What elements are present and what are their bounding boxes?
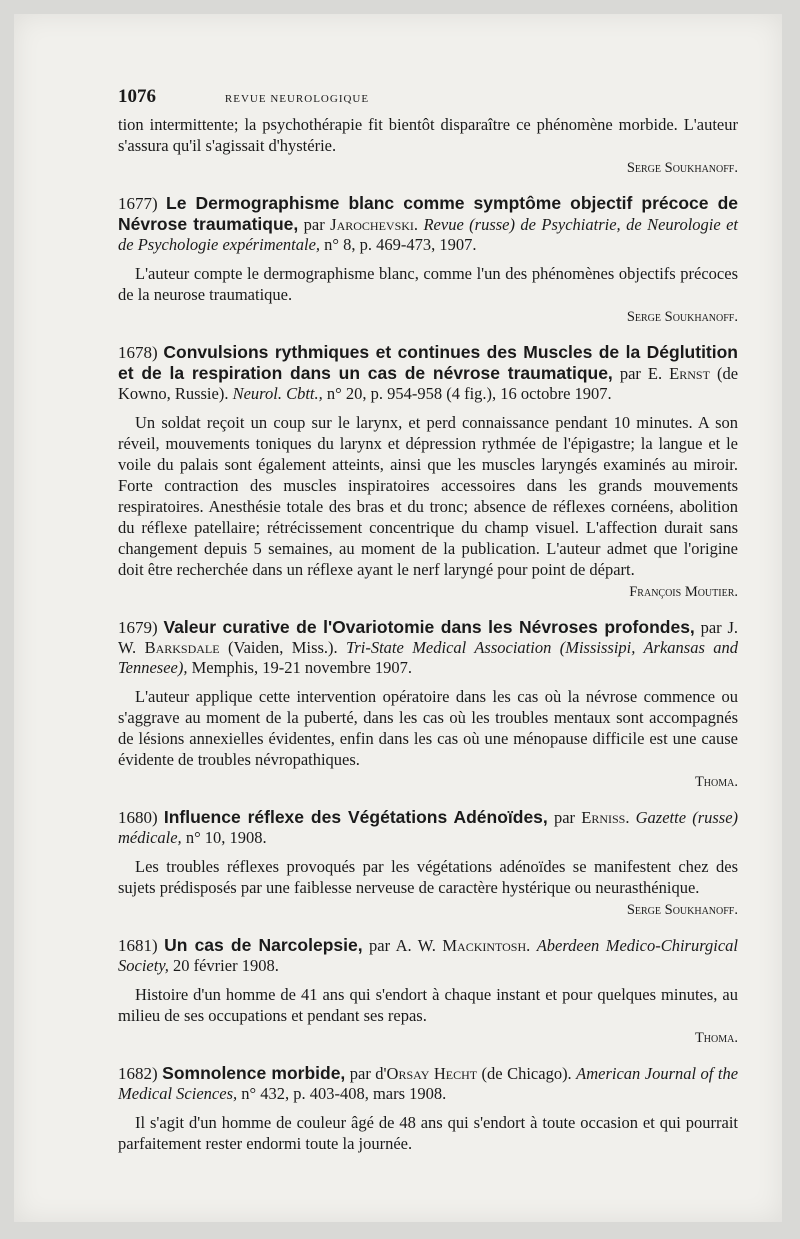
signature: Thoma. — [694, 1030, 738, 1046]
entry-title: Valeur curative de l'Ovariotomie dans les Névroses profondes, — [163, 617, 695, 637]
entry-details: n° 10, 1908. — [185, 828, 267, 847]
entry-body: Il s'agit d'un homme de couleur âgé de 48 ans qui s'endort à toute occasion et qui pourrait parfaitement rester endormi toute la journée. — [118, 1113, 738, 1153]
page-number: 1076 — [118, 86, 156, 107]
abstract-entry — [118, 193, 738, 328]
entry-author: Orsay Hecht — [386, 1064, 478, 1083]
entry-author: Barksdale — [144, 638, 220, 657]
entry-heading — [118, 617, 738, 678]
entry-heading — [118, 193, 738, 255]
abstract-entry — [118, 807, 738, 921]
entry-heading — [118, 342, 738, 404]
entry-heading — [118, 807, 738, 848]
entry-title: Le Dermographisme blanc comme symptôme objectif précoce de Névrose traumatique, — [118, 193, 739, 234]
entry-details: Memphis, 19-21 novembre 1907. — [191, 658, 413, 677]
entry-details: n° 20, p. 954-958 (4 fig.), 16 octobre 1907. — [326, 384, 612, 403]
entry-number: 1681) — [118, 936, 158, 955]
entry-affiliation: (Vaiden, Miss.). — [227, 638, 338, 657]
entry-title: Influence réflexe des Végétations Adénoïdes, — [163, 807, 548, 827]
signature: Serge Soukhanoff. — [626, 160, 738, 176]
entry-affiliation: (de Chicago). — [481, 1064, 572, 1083]
entry-journal: Gazette (russe) médicale, — [118, 808, 739, 847]
entry-journal: Aberdeen Medico-Chirurgical Society, — [118, 936, 739, 975]
entry-title: Un cas de Narcolepsie, — [164, 935, 363, 955]
entry-author: Mackintosh. — [442, 936, 531, 955]
entry-heading — [118, 935, 738, 976]
abstract-entry — [118, 342, 738, 603]
signature: Serge Soukhanoff. — [626, 309, 738, 325]
entry-by: par d' — [349, 1064, 387, 1083]
page-header — [118, 86, 738, 110]
entry-body: L'auteur compte le dermographisme blanc, comme l'un des phénomènes objectifs précoces de la neurose traumatique. — [118, 264, 738, 304]
entry-by: par J. W. — [118, 618, 739, 657]
entry-details: 20 février 1908. — [172, 956, 279, 975]
entry-body: Un soldat reçoit un coup sur le larynx, et perd connaissance pendant 10 minutes. A son réveil, mouvements toniques du larynx et dépression rythmée de l'épigastre; la langue et le voile du palais sont également atteints, ainsi que les muscles laryngés examinés au miroir. Forte contraction des muscles inspiratoires accessoires dans les grands mouvements respiratoires. Anesthésie totale des bras et du tronc; absence de réflexes cornéens, abolition du réflexe patellaire; rétrécissement concentrique du champ visuel. L'affection durait sans changement depuis 5 semaines, au moment de la publication. L'auteur admet que l'origine doit être recherchée dans un réflexe ayant le nerf laryngé pour point de départ. — [118, 413, 738, 579]
entry-by: par A. W. — [369, 936, 436, 955]
abstract-entry — [118, 935, 738, 1049]
entry-journal: Tri-State Medical Association (Mississipi, Arkansas and Tennesee), — [118, 638, 739, 677]
entry-title: Convulsions rythmiques et continues des Muscles de la Déglutition et de la respiration dans un cas de névrose traumatique, — [118, 342, 739, 383]
entry-body: Les troubles réflexes provoqués par les végétations adénoïdes se manifestent chez des sujets prédisposés par une faiblesse nerveuse de caractère hystérique ou neurasthénique. — [118, 857, 738, 897]
abstract-entry — [118, 617, 738, 793]
page-content — [118, 86, 738, 1154]
entry-journal: Revue (russe) de Psychiatrie, de Neurologie et de Psychologie expérimentale, — [118, 215, 739, 254]
signature: François Moutier. — [629, 584, 738, 600]
entry-number: 1679) — [118, 618, 158, 637]
entry-number: 1680) — [118, 808, 158, 827]
entry-number: 1678) — [118, 343, 158, 362]
continuation-text: tion intermittente; la psychothérapie fit bientôt disparaître ce phénomène morbide. L'auteur s'assura qu'il s'agissait d'hystérie. — [118, 115, 738, 155]
entry-journal: American Journal of the Medical Sciences, — [118, 1064, 739, 1103]
signature: Serge Soukhanoff. — [626, 902, 738, 918]
entry-affiliation: (de Kowno, Russie). — [118, 364, 739, 403]
entry-by: par — [553, 808, 576, 827]
entry-by: par — [303, 215, 325, 234]
entry-author: Jarochevski. — [330, 215, 419, 234]
entry-author: Erniss. — [581, 808, 630, 827]
abstract-entry — [118, 1063, 738, 1154]
entry-heading — [118, 1063, 738, 1104]
entry-body: L'auteur applique cette intervention opératoire dans les cas où la névrose commence ou s'aggrave au moment de la puberté, dans les cas où les troubles mentaux sont accompagnés de lésions annexielles évidentes, enfin dans les cas où une ménopause difficile est une cause évidente de troubles névropathiques. — [118, 687, 738, 769]
entry-details: n° 8, p. 469-473, 1907. — [324, 235, 477, 254]
page — [14, 14, 782, 1222]
signature: Thoma. — [694, 774, 738, 790]
entry-body: Histoire d'un homme de 41 ans qui s'endort à chaque instant et pour quelques minutes, au milieu de ses occupations et pendant ses repas. — [118, 985, 738, 1025]
entry-by: par E. — [619, 364, 663, 383]
entry-journal: Neurol. Cbtt., — [232, 384, 323, 403]
entry-number: 1682) — [118, 1064, 158, 1083]
entry-title: Somnolence morbide, — [162, 1063, 346, 1083]
entry-details: n° 432, p. 403-408, mars 1908. — [241, 1084, 447, 1103]
entry-author: Ernst — [669, 364, 710, 383]
running-title: REVUE NEUROLOGIQUE — [224, 93, 370, 105]
entry-number: 1677) — [118, 194, 158, 213]
